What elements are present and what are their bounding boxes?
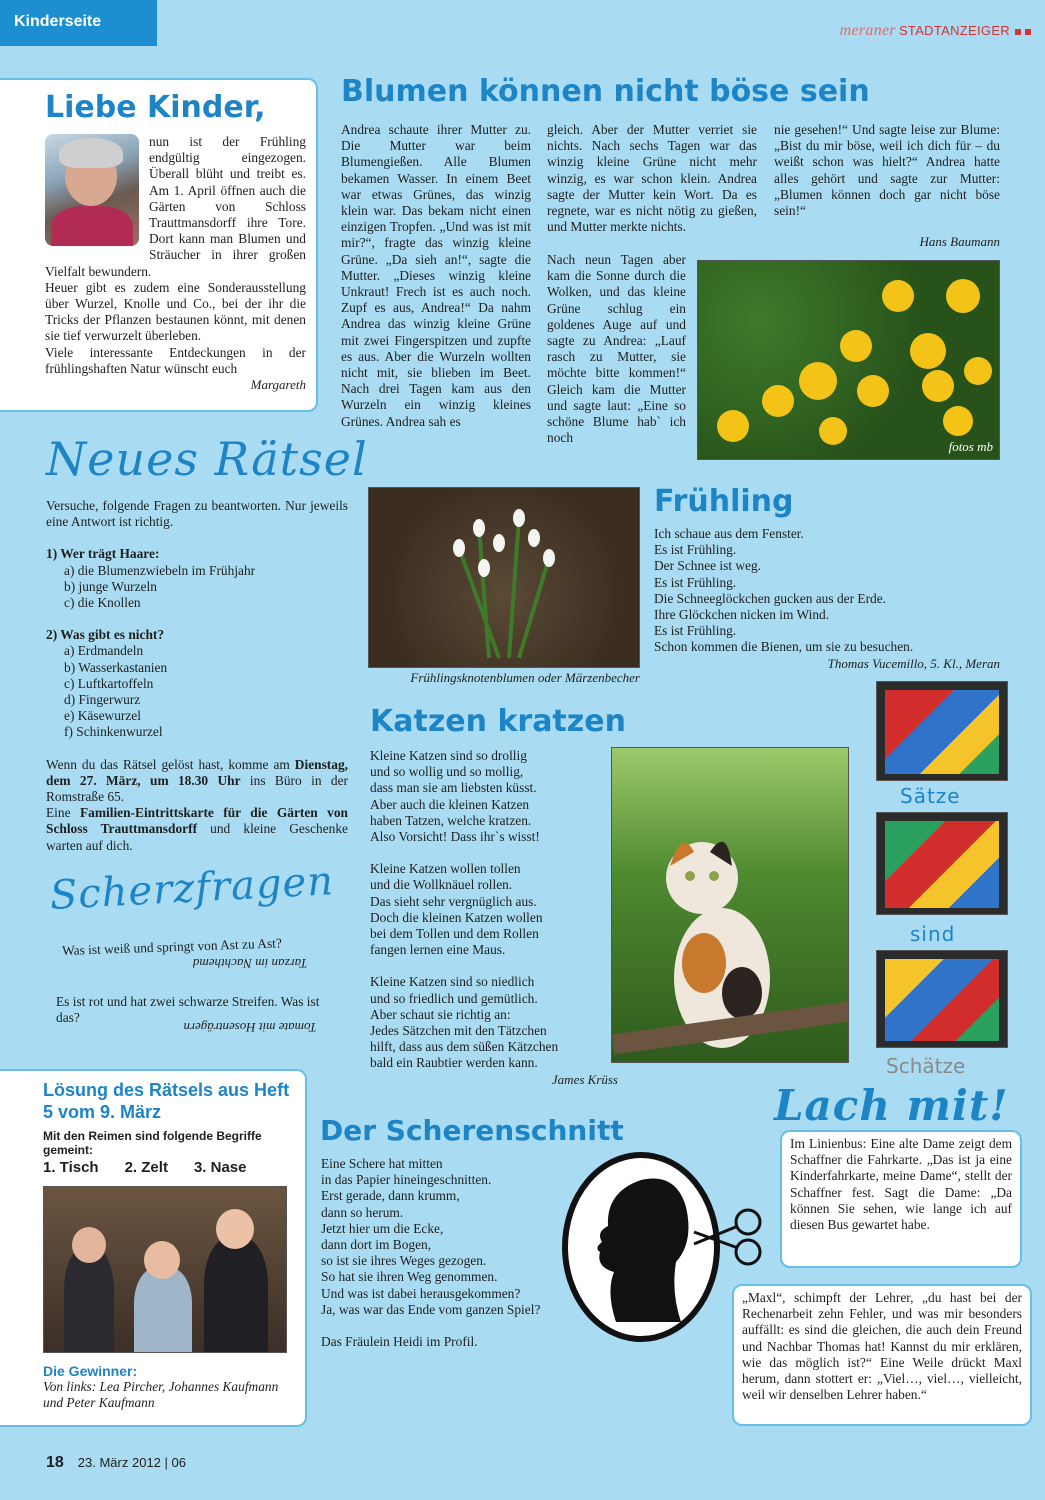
raetsel-q1: 1) Wer trägt Haare: — [46, 546, 160, 562]
poem-line: haben Tatzen, welche kratzen. — [370, 812, 532, 828]
raetsel-answer: c) Luftkartoffeln — [64, 675, 154, 691]
schere-title: Der Scherenschnitt — [320, 1114, 624, 1147]
blumen-col2a: gleich. Aber der Mutter verriet sie nichts. Nach sechs Tagen war das winzig kleine Grüne nicht mehr winzig, es war schon klein. Andrea sagte der Mutter kein Wort. Da es regnete, war es nicht nötig zu gießen, und Mutter merkte nichts. — [547, 122, 757, 235]
joke-box-1 — [780, 1130, 1022, 1268]
raetsel-prize: Eine Familien-Eintrittskarte für die Gärten von Schloss Trauttmansdorff und kleine Geschenke warten auf dich. — [46, 805, 349, 853]
fruehling-title: Frühling — [654, 484, 794, 519]
page-number: 18 — [46, 1454, 64, 1471]
schere-poem — [321, 1156, 581, 1350]
portrait-photo — [45, 134, 139, 246]
scherz-q2: Es ist rot und hat zwei schwarze Streifen. Was ist das? — [56, 994, 320, 1026]
gewinner-names: Von links: Lea Pircher, Johannes Kaufmann und Peter Kaufmann — [43, 1379, 279, 1411]
poem-line: hilft, dass aus dem süßen Kätzchen — [370, 1039, 559, 1055]
raetsel-info: Wenn du das Rätsel gelöst hast, komme am Dienstag, dem 27. März, um 18.30 Uhr ins Büro in der Romstraße 65. — [46, 756, 348, 805]
loesung-box — [0, 1069, 307, 1427]
poem-line: Aber schaut sie richtig an: — [370, 1006, 511, 1022]
liebe-kinder-title: Liebe Kinder, — [45, 90, 266, 125]
poem-line: dass man sie am liebsten küsst. — [370, 780, 537, 796]
poem-line: und so friedlich und gemütlich. — [370, 990, 538, 1006]
blumen-col1: Andrea schaute ihrer Mutter zu. Die Mutter war beim Blumengießen. Alle Blumen bekamen Wasser. In einem Beet war etwas Grünes, das winzig klein war. Das bekam nicht einen einzigen Tropfen. „Und was ist mit mir?“, fragte das winzig kleine Grüne. „Da sieh an!“, sagte die Mutter. „Dieses winzig kleine Unkraut! Frech ist es auch noch. Zupf es aus, Andrea!“ Da nahm Andrea das winzig kleine Grüne mit zwei Fingerspitzen und zupfte es aus. Aber die Wurzeln wollten nicht mit, sie blieben im Beet. Nach drei Tagen kam aus den Wurzeln ein winzig kleines Grünes. Andrea sah es — [341, 122, 531, 429]
poem-line: Also Vorsicht! Dass ihr`s wisst! — [370, 829, 540, 845]
dandelion-flowers — [698, 261, 1000, 460]
raetsel-answer: b) junge Wurzeln — [64, 578, 157, 594]
section-tab: Kinderseite — [0, 0, 157, 46]
poem-line: Ja, was war das Ende vom ganzen Spiel? — [321, 1301, 541, 1317]
poem-line: Der Schnee ist weg. — [654, 558, 762, 574]
poem-line: bei dem Tollen und dem Rollen — [370, 926, 539, 942]
snowdrop-flowers — [369, 488, 640, 668]
poem-line: So hat sie ihren Weg genommen. — [321, 1269, 498, 1285]
raetsel-answer: b) Wasserkastanien — [64, 659, 168, 675]
poem-line: Es ist Frühling. — [654, 623, 737, 639]
loesung-answer: 1. Tisch — [43, 1159, 99, 1176]
raetsel-answer: e) Käsewurzel — [64, 708, 141, 724]
raetsel-q2-answers — [64, 643, 348, 740]
joke-2: „Maxl“, schimpft der Lehrer, „du hast bei der Rechenarbeit zehn Fehler, und was mir besonders auffällt: es sind die gleichen, die auch dein Freund und Nachbar Thomas hat! Kannst du mir erklären, wie das möglich ist?“ Eine Weile drückt Maxl herum, dann stottert er: „Viel…, viel…, vielleicht, weil wir denselben Lehrer haben.“ — [742, 1290, 1022, 1403]
liebe-kinder-box — [0, 78, 318, 412]
brand-meraner: meraner — [839, 22, 896, 39]
poem-line: dann so herum. — [321, 1204, 404, 1220]
poem-line: Es ist Frühling. — [654, 574, 737, 590]
poem-line: Die Schneeglöckchen gucken aus der Erde. — [654, 590, 887, 606]
loesung-sub: Mit den Reimen sind folgende Begriffe gemeint: — [43, 1129, 262, 1157]
liebe-kinder-text: nun ist der Frühling endgültig eingezogen. Überall blüht und treibt es. Am 1. April öffnen auch die Gärten von Schloss Trauttmansdorff ihre Tore. Dort kann man Blumen und Sträucher in ihrer großen Vielfalt bewundern. — [45, 134, 306, 279]
blumen-author: Hans Baumann — [919, 234, 1000, 249]
katzen-author: James Krüss — [551, 1071, 618, 1087]
snowdrop-caption: Frühlingsknotenblumen oder Märzenbecher — [410, 670, 640, 685]
raetsel-answer: a) die Blumenzwiebeln im Frühjahr — [64, 562, 256, 578]
blumen-col2b: Nach neun Tagen aber kam die Sonne durch die Wolken, und das kleine Grüne schlug ein goldenes Auge auf und sagte zu Andrea: „Lauf rasch zu Mutter, sie möchte bitte kommen!“ Gleich kam die Mutter und sagte laut: „Eine so schöne Blume hab` ich noch — [547, 252, 686, 446]
poem-line: Jedes Sätzchen mit den Tätzchen — [370, 1023, 547, 1039]
gewinner-label: Die Gewinner: — [43, 1363, 138, 1379]
schaetze-word: Schätze — [886, 1054, 966, 1078]
scherz-q1: Was ist weiß und springt von Ast zu Ast? — [61, 935, 283, 959]
poem-line: Das sieht sehr vergnüglich aus. — [370, 893, 537, 909]
scherz-a2: Tomate mit Hosenträgern — [183, 1020, 317, 1036]
poem-line: Aber auch die kleinen Katzen — [370, 796, 530, 812]
loesung-answer: 3. Nase — [193, 1159, 247, 1176]
poem-line: fangen lernen eine Maus. — [370, 942, 506, 958]
raetsel-title: Neues Rätsel — [46, 432, 368, 486]
publication-brand — [840, 22, 1031, 40]
katzen-title: Katzen kratzen — [370, 704, 626, 739]
blumen-title: Blumen können nicht böse sein — [341, 74, 870, 109]
raetsel-answer: a) Erdmandeln — [64, 643, 144, 659]
loesung-answers — [43, 1159, 297, 1176]
poem-line: Jetzt hier um die Ecke, — [321, 1220, 444, 1236]
poem-line: Kleine Katzen wollen tollen — [370, 861, 521, 877]
sind-word: sind — [910, 922, 956, 946]
page-footer — [46, 1454, 186, 1472]
poem-line: Ihre Glöckchen nicken im Wind. — [654, 607, 830, 623]
lach-title: Lach mit! — [774, 1081, 1009, 1130]
raetsel-intro: Versuche, folgende Fragen zu beantworten. Nur jeweils eine Antwort ist richtig. — [46, 498, 348, 530]
poem-line: Es ist Frühling. — [654, 542, 737, 558]
saetze-word: Sätze — [900, 784, 961, 808]
joke-box-2 — [732, 1284, 1032, 1426]
raetsel-section — [46, 498, 348, 854]
fruehling-poem — [654, 526, 1000, 672]
raetsel-answer: f) Schinkenwurzel — [64, 724, 163, 740]
poem-line: Ich schaue aus dem Fenster. — [654, 526, 804, 541]
brand-stadtanzeiger: STADTANZEIGER — [898, 23, 1010, 38]
liebe-kinder-text3: Viele interessante Entdeckungen in der frühlingshaften Natur wünscht euch — [45, 344, 306, 376]
poem-line: Eine Schere hat mitten — [321, 1156, 443, 1171]
raetsel-q2: 2) Was gibt es nicht? — [46, 627, 165, 643]
poem-line: Erst gerade, dann krumm, — [321, 1188, 460, 1204]
poem-line: Schon kommen die Bienen, um sie zu besuchen. — [654, 639, 914, 655]
liebe-kinder-text2: Heuer gibt es zudem eine Sonderausstellung über Wurzel, Knolle und Co., bei der ihr die Tricks der Pflanzen bestaunen könnt, mit denen sie tief verwurzelt überleben. — [45, 279, 306, 344]
scherz-a1: Tarzan im Nachthemd — [192, 956, 308, 972]
cat-drawing-3 — [876, 950, 1008, 1048]
photo-credit: fotos mb — [948, 439, 993, 454]
scherz-title: Scherzfragen — [48, 858, 336, 919]
joke-1: Im Linienbus: Eine alte Dame zeigt dem Schaffner die Fahrkarte. „Das ist ja eine Kinderfahrkarte, meine Dame“, stellt der Schaffner fest. Sagt die Dame: „Da können Sie sehen, wie lange ich auf diesen Bus gewartet habe. — [790, 1136, 1012, 1233]
cat-figure — [612, 748, 849, 1063]
poem-line: so ist sie ihres Weges gezogen. — [321, 1253, 487, 1269]
issue-date: 23. März 2012 | 06 — [77, 1455, 186, 1470]
poem-line: dann dort im Bogen, — [321, 1237, 432, 1253]
poem-line: in das Papier hineingeschnitten. — [321, 1172, 492, 1188]
poem-line: Und was ist dabei herausgekommen? — [321, 1285, 521, 1301]
cat-drawing-1 — [876, 681, 1008, 781]
liebe-kinder-signature: Margareth — [250, 377, 306, 393]
loesung-answer: 2. Zelt — [124, 1159, 168, 1176]
loesung-title: Lösung des Rätsels aus Heft 5 vom 9. März — [43, 1080, 290, 1122]
fruehling-author: Thomas Vucemillo, 5. Kl., Meran — [827, 655, 1000, 671]
winners-photo — [43, 1186, 287, 1353]
dandelion-photo — [697, 260, 1000, 460]
poem-line: Doch die kleinen Katzen wollen — [370, 909, 543, 925]
poem-line: Kleine Katzen sind so drollig — [370, 748, 527, 763]
poem-line: bald ein Raubtier werden kann. — [370, 1055, 538, 1071]
cat-photo — [611, 747, 849, 1063]
poem-line: und die Wollknäuel rollen. — [370, 877, 513, 893]
blumen-col3: nie gesehen!“ Und sagte leise zur Blume: „Bist du mir böse, weil ich dich für – du weißt schon was hielt?“ Andrea hatte alles gehört und sagte zur Mutter: „Blumen können doch gar nicht böse sein!“ — [774, 122, 1000, 219]
poem-line: Kleine Katzen sind so niedlich — [370, 974, 535, 990]
raetsel-q1-answers — [64, 563, 348, 612]
raetsel-answer: c) die Knollen — [64, 595, 141, 611]
snowdrop-photo — [368, 487, 640, 668]
katzen-poem — [370, 748, 626, 1088]
cat-drawing-2 — [876, 812, 1008, 915]
raetsel-answer: d) Fingerwurz — [64, 692, 141, 708]
poem-line: und so wollig und so mollig, — [370, 764, 524, 780]
schere-end: Das Fräulein Heidi im Profil. — [321, 1334, 478, 1350]
